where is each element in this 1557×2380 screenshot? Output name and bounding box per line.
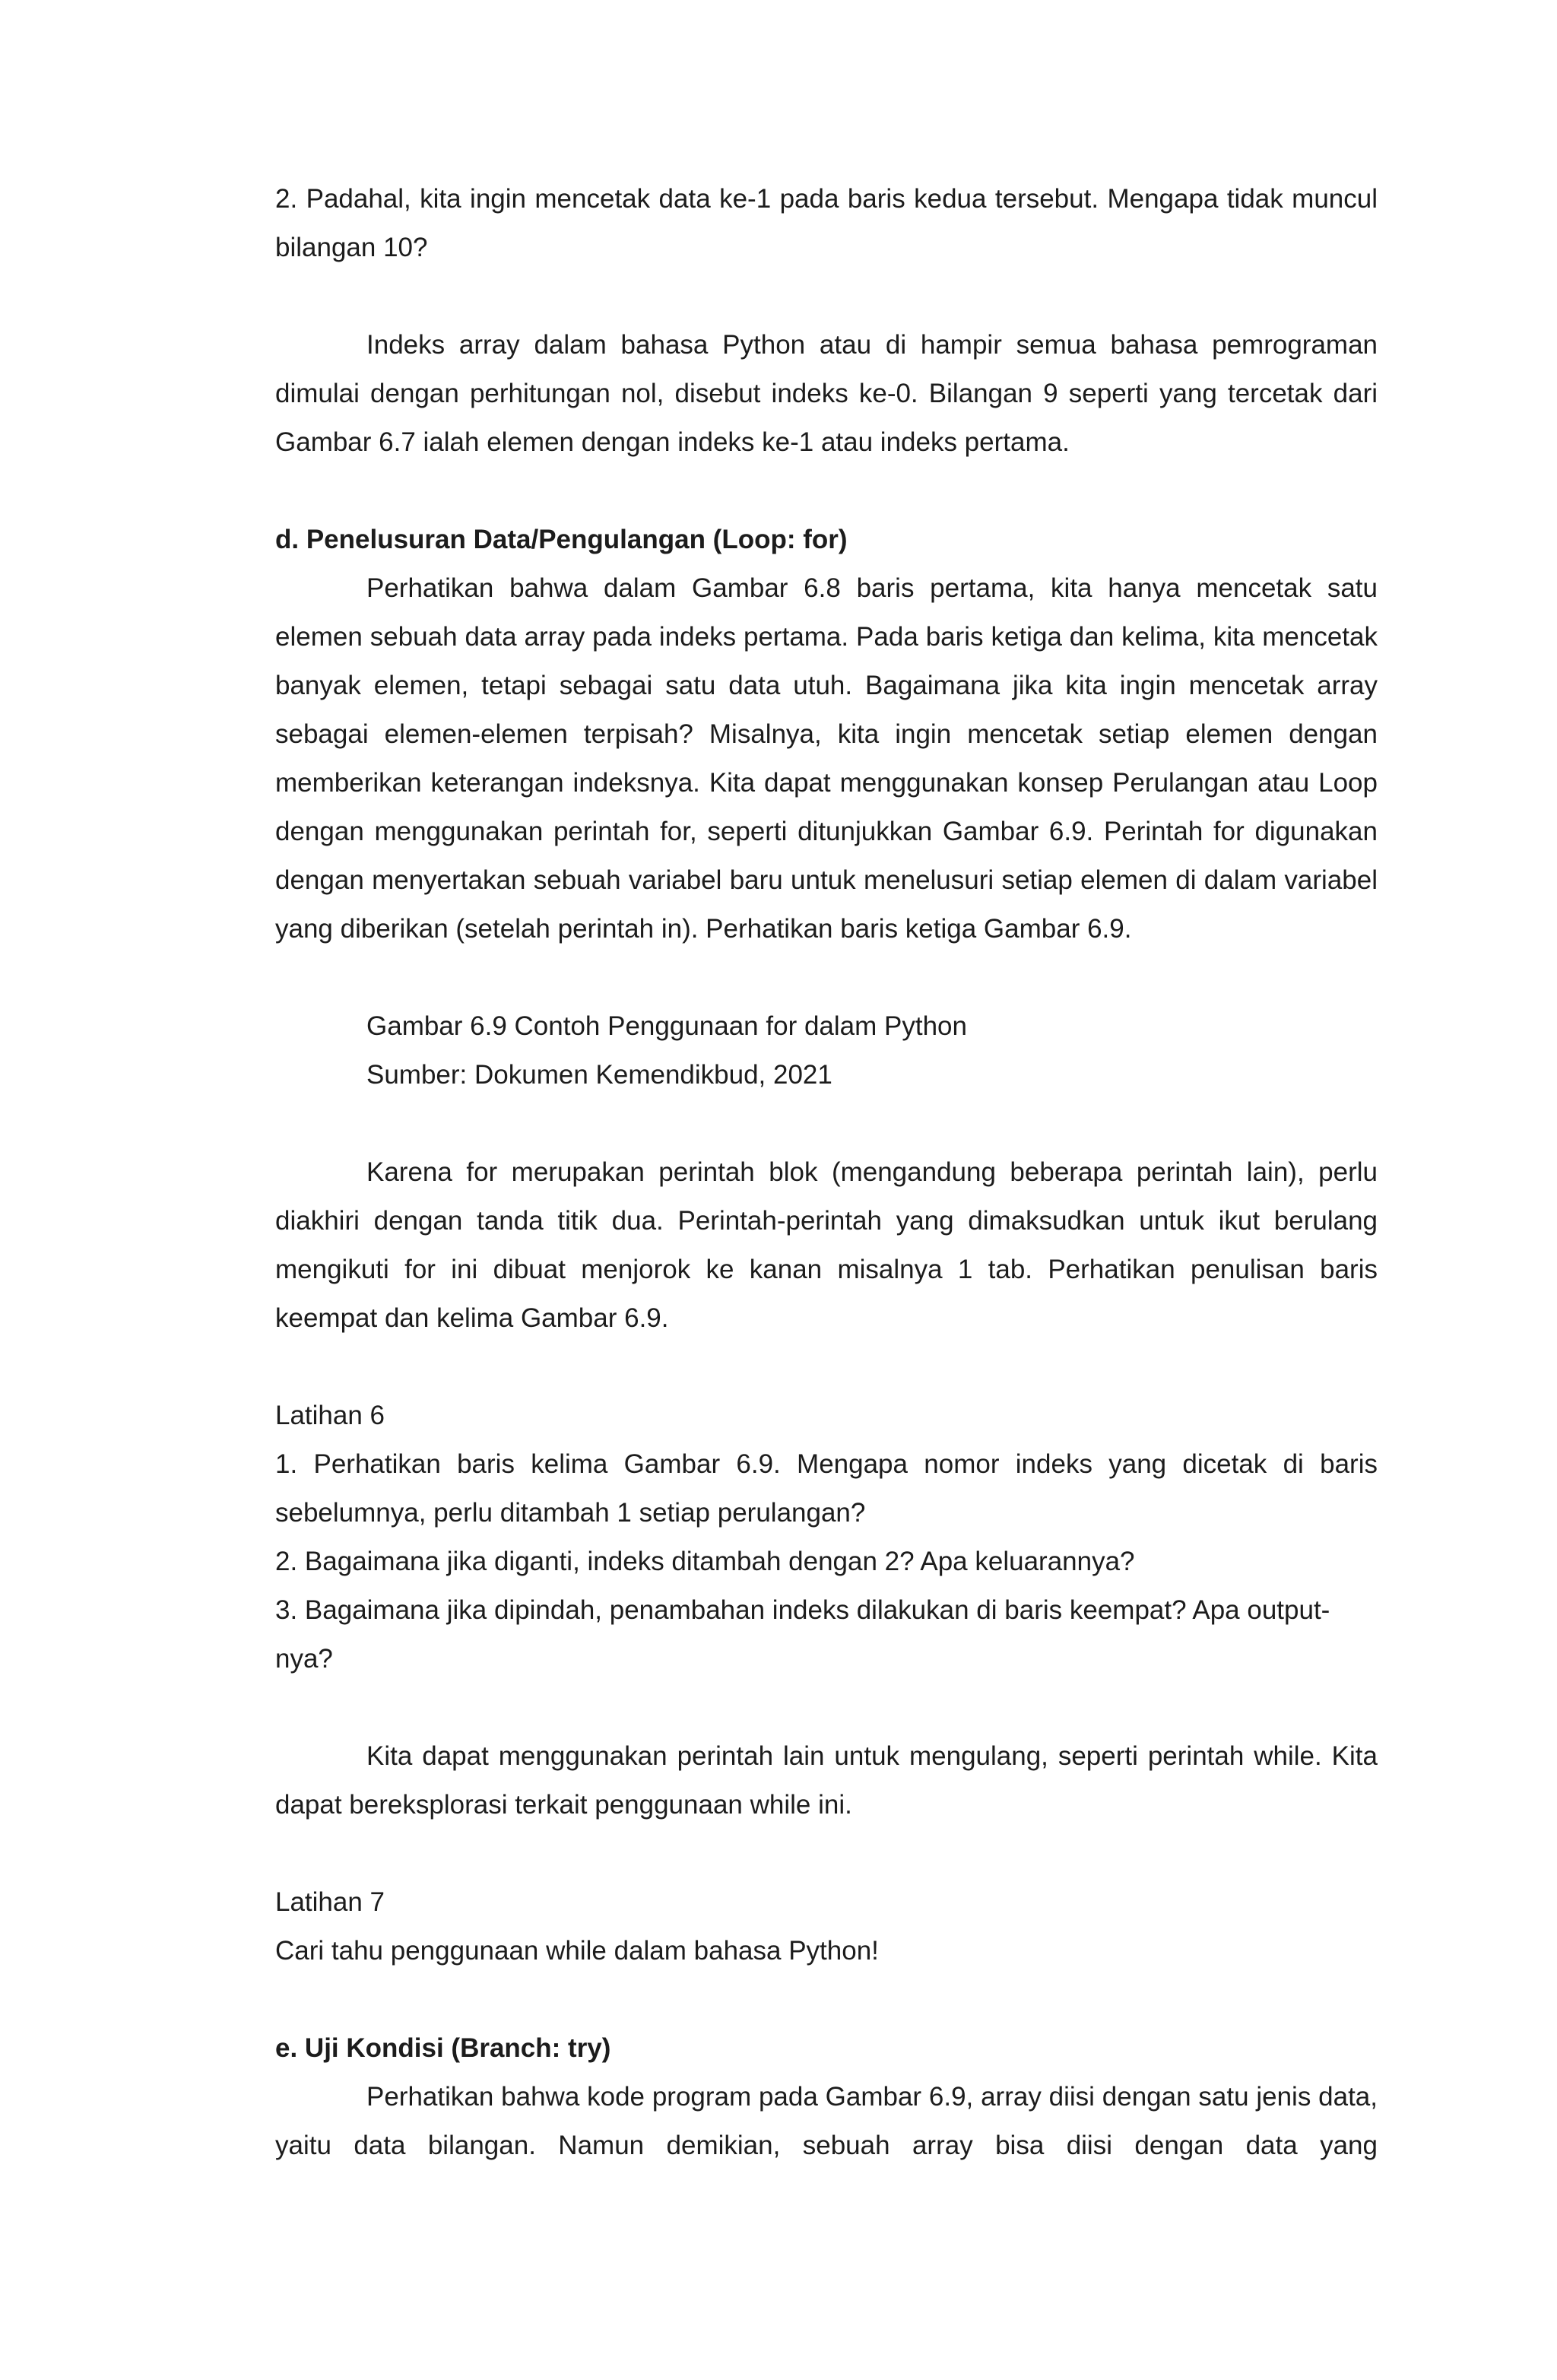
latihan-6-title: Latihan 6 [275,1401,385,1430]
latihan-7-title: Latihan 7 [275,1887,385,1917]
question-paragraph: 2. Padahal, kita ingin mencetak data ke-1 pada baris kedua tersebut. Mengapa tidak muncul bilangan 10? [275,184,1378,262]
figure-source: Sumber: Dokumen Kemendikbud, 2021 [366,1060,832,1090]
index-explanation-paragraph: Indeks array dalam bahasa Python atau di hampir semua bahasa pemrograman dimulai dengan perhitungan nol, disebut indeks ke-0. Bilangan 9 seperti yang tercetak dari Gambar 6.7 ialah elemen dengan indeks ke-1 atau indeks pertama. [275,330,1378,457]
latihan-7-text: Cari tahu penggunaan while dalam bahasa Python! [275,1936,879,1966]
branch-paragraph: Perhatikan bahwa kode program pada Gambar 6.9, array diisi dengan satu jenis data, yaitu data bilangan. Namun demikian, sebuah array bisa diisi dengan data yang [275,2082,1378,2160]
while-paragraph: Kita dapat menggunakan perintah lain untuk mengulang, seperti perintah while. Kita dapat bereksplorasi terkait penggunaan while ini. [275,1741,1378,1820]
latihan-6-item-3: 3. Bagaimana jika dipindah, penambahan indeks dilakukan di baris keempat? Apa output-nya? [275,1595,1330,1674]
page-content [275,175,1378,2170]
section-heading-d: d. Penelusuran Data/Pengulangan (Loop: for) [275,525,848,554]
latihan-6-item-2: 2. Bagaimana jika diganti, indeks ditambah dengan 2? Apa keluarannya? [275,1547,1135,1576]
for-block-paragraph: Karena for merupakan perintah blok (mengandung beberapa perintah lain), perlu diakhiri dengan tanda titik dua. Perintah-perintah yang dimaksudkan untuk ikut berulang mengikuti for ini dibuat menjorok ke kanan misalnya 1 tab. Perhatikan penulisan baris keempat dan kelima Gambar 6.9. [275,1157,1378,1333]
loop-explanation-paragraph: Perhatikan bahwa dalam Gambar 6.8 baris pertama, kita hanya mencetak satu elemen sebuah data array pada indeks pertama. Pada baris ketiga dan kelima, kita mencetak banyak elemen, tetapi sebagai satu data utuh. Bagaimana jika kita ingin mencetak array sebagai elemen-elemen terpisah? Misalnya, kita ingin mencetak setiap elemen dengan memberikan keterangan indeksnya. Kita dapat menggunakan konsep Perulangan atau Loop dengan menggunakan perintah for, seperti ditunjukkan Gambar 6.9. Perintah for digunakan dengan menyertakan sebuah variabel baru untuk menelusuri setiap elemen di dalam variabel yang diberikan (setelah perintah in). Perhatikan baris ketiga Gambar 6.9. [275,573,1378,944]
figure-caption: Gambar 6.9 Contoh Penggunaan for dalam Python [366,1011,967,1041]
section-heading-e: e. Uji Kondisi (Branch: try) [275,2033,611,2063]
latihan-6-item-1: 1. Perhatikan baris kelima Gambar 6.9. Mengapa nomor indeks yang dicetak di baris sebelumnya, perlu ditambah 1 setiap perulangan? [275,1449,1378,1528]
